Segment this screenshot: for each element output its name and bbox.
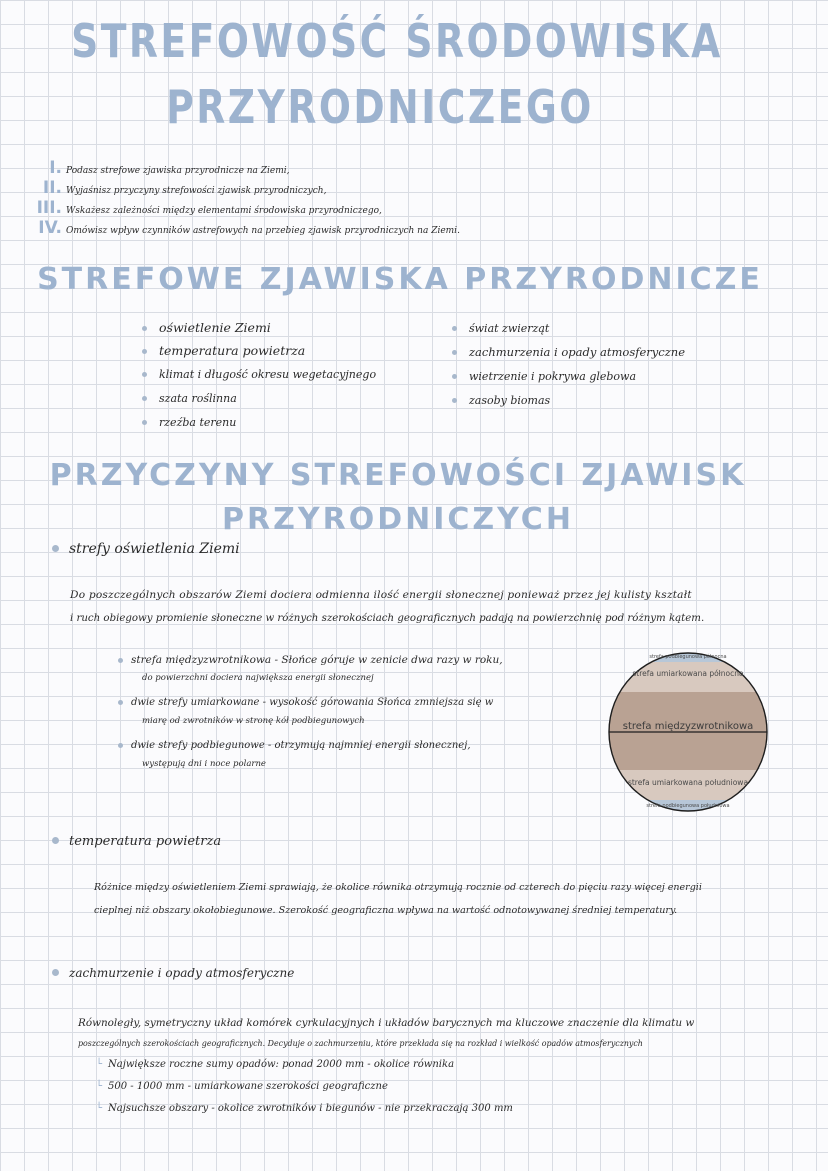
objective-item	[0, 220, 520, 240]
sub1-title	[52, 538, 240, 557]
bullet-icon	[142, 396, 147, 401]
list-item	[452, 316, 762, 340]
bullet-icon	[452, 326, 457, 331]
bullet-icon	[452, 398, 457, 403]
bullet-icon	[452, 374, 457, 379]
point-text-cont: do powierzchni dociera największa energii słonecznej	[142, 673, 374, 683]
bullet-icon	[118, 700, 123, 705]
label-tropical: strefa międzyzwrotnikowa	[622, 721, 754, 732]
list-item-text: rzeźba terenu	[159, 416, 237, 429]
list-item-text: temperatura powietrza	[159, 343, 306, 358]
label-polar-north: strefa podbiegunowa północna	[649, 654, 727, 660]
point-text: dwie strefy podbiegunowe - otrzymują najmniej energii słonecznej,	[131, 740, 471, 751]
list-item	[142, 339, 442, 362]
point-text: Największe roczne sumy opadów: ponad 2000 mm - okolice równika	[108, 1059, 455, 1070]
point-text: 500 - 1000 mm - umiarkowane szerokości geograficzne	[108, 1081, 388, 1092]
list-item-text: oświetlenie Ziemi	[159, 320, 271, 335]
sub3-title-text: zachmurzenie i opady atmosferyczne	[69, 966, 295, 980]
label-temperate-south: strefa umiarkowana południowa	[627, 778, 749, 787]
list-item-text: wietrzenie i pokrywa glebowa	[469, 370, 637, 383]
section1-left-list	[142, 316, 442, 434]
list-item-text: szata roślinna	[159, 392, 237, 405]
bullet-icon	[52, 969, 59, 976]
bullet-icon	[118, 743, 123, 748]
list-item	[118, 736, 608, 773]
section1-heading: STREFOWE ZJAWISKA PRZYRODNICZE	[37, 262, 763, 297]
list-item-text: świat zwierząt	[469, 322, 550, 335]
list-item	[452, 364, 762, 388]
label-temperate-north: strefa umiarkowana północna	[632, 669, 744, 678]
sub2-title-text: temperatura powietrza	[69, 834, 222, 849]
bullet-icon	[142, 349, 147, 354]
point-text: strefa międzyzwrotnikowa - Słońce góruje w zenicie dwa razy w roku,	[131, 654, 503, 666]
globe-zones-diagram	[608, 645, 768, 820]
list-item-text: zasoby biomas	[469, 394, 551, 407]
objective-text: Omówisz wpływ czynników astrefowych na przebieg zjawisk przyrodniczych na Ziemi.	[66, 226, 460, 236]
sub2-paragraph-line2: cieplnej niż obszary okołobiegunowe. Szerokość geograficzna wpływa na wartość odnotowywanej średniej temperatury.	[94, 905, 678, 916]
page-title-line1: STREFOWOŚĆ ŚRODOWISKA	[71, 14, 723, 68]
sub2-title	[52, 830, 221, 849]
list-item	[142, 362, 442, 386]
sub1-paragraph-line2: i ruch obiegowy promienie słoneczne w różnych szerokościach geograficznych padają na powierzchnię pod różnym kątem.	[70, 613, 705, 624]
bullet-icon	[52, 837, 59, 844]
objective-item	[0, 180, 520, 200]
objective-text: Wskażesz zależności między elementami środowiska przyrodniczego,	[66, 206, 382, 216]
objective-text: Wyjaśnisz przyczyny strefowości zjawisk przyrodniczych,	[66, 186, 327, 196]
corner-arrow-icon: └	[96, 1103, 103, 1114]
point-text-cont: miarę od zwrotników w stronę kół podbiegunowych	[142, 716, 365, 726]
list-item	[96, 1098, 513, 1120]
section2-heading-line1: PRZYCZYNY STREFOWOŚCI ZJAWISK	[49, 458, 747, 493]
list-item-text: zachmurzenia i opady atmosferyczne	[469, 345, 685, 359]
objective-number: I.	[49, 158, 62, 178]
sub3-paragraph-line2: poszczególnych szerokościach geograficznych. Decyduje o zachmurzeniu, które przekłada się na rozkład i wielkość opadów atmosferycznych	[78, 1039, 643, 1048]
list-item	[142, 410, 442, 434]
point-text-cont: występują dni i noce polarne	[142, 759, 266, 769]
list-item	[142, 386, 442, 410]
sub1-title-text: strefy oświetlenia Ziemi	[69, 541, 240, 557]
sub2-paragraph-line1: Różnice między oświetleniem Ziemi sprawiają, że okolice równika otrzymują rocznie od czterech do pięciu razy więcej energii	[94, 882, 702, 893]
label-polar-south: strefa podbiegunowa południowa	[646, 803, 730, 809]
bullet-icon	[142, 420, 147, 425]
bullet-icon	[142, 326, 147, 331]
sub3-title	[52, 962, 294, 981]
list-item	[142, 316, 442, 339]
list-item	[96, 1076, 513, 1098]
objective-number: III.	[36, 198, 62, 218]
section2-heading-line2: PRZYRODNICZYCH	[222, 502, 574, 537]
point-text: Najsuchsze obszary - okolice zwrotników i biegunów - nie przekraczają 300 mm	[108, 1103, 513, 1114]
page-title-line2: PRZYRODNICZEGO	[166, 80, 594, 134]
objective-text: Podasz strefowe zjawiska przyrodnicze na Ziemi,	[66, 166, 290, 176]
bullet-icon	[52, 545, 59, 552]
list-item	[452, 388, 762, 412]
corner-arrow-icon: └	[96, 1059, 103, 1070]
sub3-points	[96, 1054, 513, 1120]
section1-right-list	[452, 316, 762, 412]
sub3-paragraph-line1: Równoległy, symetryczny układ komórek cyrkulacyjnych i układów barycznych ma kluczowe znaczenie dla klimatu w	[78, 1017, 695, 1029]
sub1-points	[118, 650, 608, 773]
bullet-icon	[452, 350, 457, 355]
objective-number: II.	[42, 178, 62, 198]
list-item	[118, 693, 608, 730]
point-text: dwie strefy umiarkowane - wysokość górowania Słońca zmniejsza się w	[131, 697, 494, 708]
list-item-text: klimat i długość okresu wegetacyjnego	[159, 368, 377, 381]
objectives-list	[0, 160, 520, 240]
bullet-icon	[118, 658, 123, 663]
list-item	[96, 1054, 513, 1076]
sub1-paragraph-line1: Do poszczególnych obszarów Ziemi dociera odmienna ilość energii słonecznej ponieważ przez jej kulisty kształt	[70, 589, 692, 601]
bullet-icon	[142, 372, 147, 377]
objective-item	[0, 160, 520, 180]
list-item	[452, 340, 762, 364]
corner-arrow-icon: └	[96, 1081, 103, 1092]
objective-item	[0, 200, 520, 220]
list-item	[118, 650, 608, 687]
objective-number: IV.	[38, 218, 62, 238]
